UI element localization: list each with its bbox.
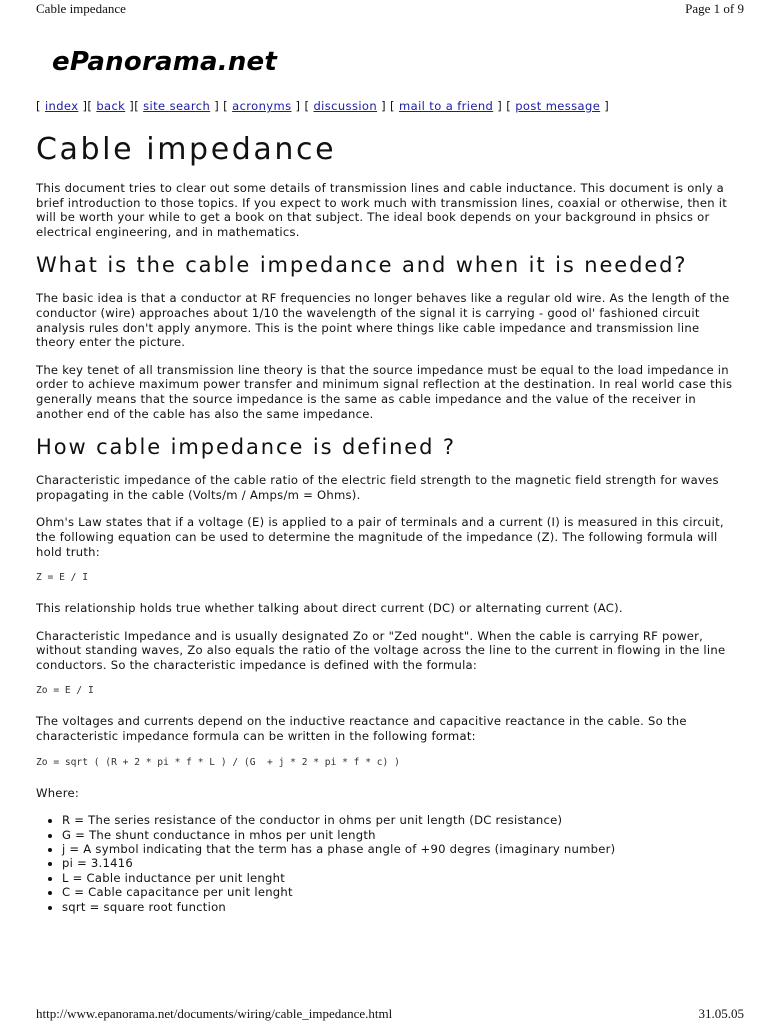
paragraph: Characteristic Impedance and is usually designated Zo or "Zed nought". When the cable is carrying RF power, without standing waves, Zo also equals the ratio of the voltage across the line to the current in flowing in the line conductors. So the characteristic impedance is defined with the formula:	[36, 628, 726, 672]
paragraph: The basic idea is that a conductor at RF frequencies no longer behaves like a regular old wire. As the length of the conductor (wire) approaches about 1/10 the wavelength of the signal it is carrying - good ol' fashioned circuit analysis rules don't apply anymore. This is the point where things like cable impedance and transmission line theory enter the picture.	[36, 291, 730, 350]
nav-link-back[interactable]: back	[96, 99, 126, 113]
paragraph: The key tenet of all transmission line theory is that the source impedance must be equal to the load impedance in order to achieve maximum power transfer and minimum signal reflection at the destination. In real world case this generally means that the source impedance is the same as cable impedance and the value of the receiver in another end of the cable has also the same impedance.	[36, 362, 733, 421]
list-item: • C = Cable capacitance per unit lenght	[62, 885, 736, 899]
print-header-title: Cable impedance	[36, 1, 126, 16]
nav-separator: ][	[125, 99, 144, 113]
list-item: • G = The shunt conductance in mhos per unit length	[62, 828, 736, 842]
page-title: Cable impedance	[36, 132, 337, 167]
nav-link-mail-to-a-friend[interactable]: mail to a friend	[399, 99, 494, 113]
nav-separator: ]	[600, 99, 610, 113]
where-label: Where:	[36, 785, 79, 800]
nav-link-index[interactable]: index	[44, 99, 79, 113]
nav-bar	[36, 99, 609, 113]
paragraph: Ohm's Law states that if a voltage (E) is applied to a pair of terminals and a current (I) is measured in this circuit, the following equation can be used to determine the magnitude of the impedance (Z). The following formula will hold truth:	[36, 515, 724, 559]
section-heading-what-is-cable-impedance: What is the cable impedance and when it is needed?	[36, 253, 688, 278]
paragraph: The voltages and currents depend on the inductive reactance and capacitive reactance in the cable. So the characteristic impedance formula can be written in the following format:	[36, 714, 687, 744]
section-heading-how-defined: How cable impedance is defined ?	[36, 435, 456, 460]
nav-link-post-message[interactable]: post message	[515, 99, 601, 113]
list-item: • pi = 3.1416	[62, 856, 736, 870]
print-header-page-number: Page 1 of 9	[685, 1, 744, 16]
list-item: • R = The series resistance of the conductor in ohms per unit length (DC resistance)	[62, 813, 736, 827]
paragraph: Characteristic impedance of the cable ratio of the electric field strength to the magnetic field strength for waves propagating in the cable (Volts/m / Amps/m = Ohms).	[36, 473, 719, 502]
print-footer-url: http://www.epanorama.net/documents/wiring/cable_impedance.html	[36, 1006, 393, 1021]
list-item: • L = Cable inductance per unit lenght	[62, 871, 736, 885]
nav-separator: ] [	[210, 99, 233, 113]
formula-zo: Zo = E / I	[36, 685, 94, 697]
nav-separator: ] [	[291, 99, 314, 113]
intro-paragraph: This document tries to clear out some details of transmission lines and cable inductance. This document is only a brief introduction to those topics. If you expect to work much with transmission lines, coaxial or otherwise, then it will be worth your while to get a book on that subject. The ideal book depends on your background in phsics or electrical engineering, and in mathematics.	[36, 181, 728, 239]
definitions-list	[36, 813, 736, 914]
paragraph: This relationship holds true whether talking about direct current (DC) or alternating current (AC).	[36, 601, 623, 616]
formula-ohms-law: Z = E / I	[36, 572, 88, 584]
site-logo[interactable]: ePanorama.net	[52, 47, 277, 77]
print-footer-date: 31.05.05	[698, 1006, 744, 1021]
nav-link-discussion[interactable]: discussion	[313, 99, 378, 113]
nav-separator: ] [	[493, 99, 516, 113]
nav-separator: [	[36, 99, 45, 113]
nav-separator: ][	[78, 99, 97, 113]
formula-zo-full: Zo = sqrt ( (R + 2 * pi * f * L ) / (G + j * 2 * pi * f * c) )	[36, 756, 400, 768]
nav-separator: ] [	[377, 99, 400, 113]
list-item: • j = A symbol indicating that the term has a phase angle of +90 degres (imaginary number)	[62, 842, 736, 856]
nav-link-site-search[interactable]: site search	[143, 99, 211, 113]
article-body	[36, 126, 736, 914]
list-item: • sqrt = square root function	[62, 900, 736, 914]
nav-link-acronyms[interactable]: acronyms	[232, 99, 292, 113]
